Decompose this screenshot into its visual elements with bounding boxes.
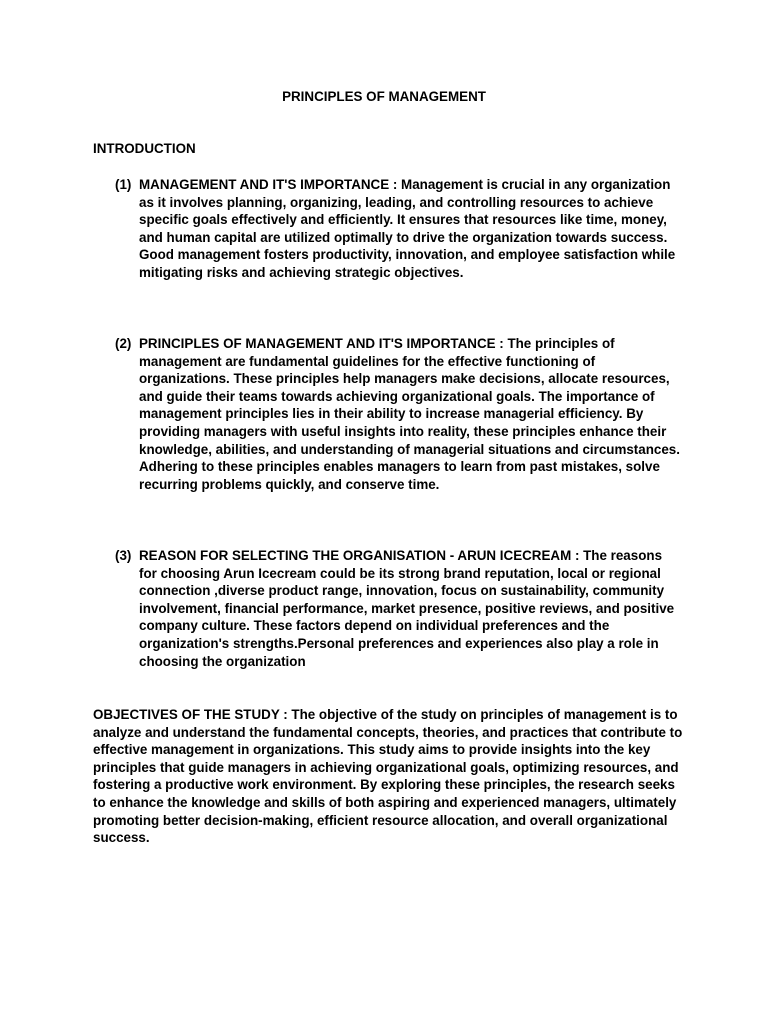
document-title: PRINCIPLES OF MANAGEMENT: [282, 89, 486, 104]
list-item-number: (1): [115, 177, 132, 192]
list-item-text: PRINCIPLES OF MANAGEMENT AND IT'S IMPORTANCE : The principles of management are fundamental guidelines for the effective functioning of organizations. These principles help managers make decisions, allocate resources, and guide their teams towards achieving organizational goals. The importance of management principles lies in their ability to increase managerial efficiency. By providing managers with useful insights into reality, these principles enhance their knowledge, abilities, and understanding of managerial situations and circumstances. Adhering to these principles enables managers to learn from past mistakes, solve recurring problems quickly, and conserve time.: [139, 336, 680, 492]
objectives-paragraph: OBJECTIVES OF THE STUDY : The objective of the study on principles of management is to analyze and understand the fundamental concepts, theories, and practices that contribute to effective management in organizations. This study aims to provide insights into the key principles that guide managers in achieving organizational goals, optimizing resources, and fostering a productive work environment. By exploring these principles, the research seeks to enhance the knowledge and skills of both aspiring and experienced managers, ultimately promoting better decision-making, efficient resource allocation, and overall organizational success.: [93, 707, 683, 846]
list-item-text: MANAGEMENT AND IT'S IMPORTANCE : Management is crucial in any organization as it involves planning, organizing, leading, and controlling resources to achieve specific goals effectively and efficiently. It ensures that resources like time, money, and human capital are utilized optimally to drive the organization towards success. Good management fosters productivity, innovation, and employee satisfaction while mitigating risks and achieving strategic objectives.: [139, 177, 676, 280]
list-item-number: (3): [115, 548, 132, 563]
introduction-heading: INTRODUCTION: [93, 141, 196, 156]
list-item-1: [115, 176, 680, 282]
list-item-number: (2): [115, 336, 132, 351]
list-item-2: [115, 335, 680, 493]
list-item-3: [115, 547, 680, 670]
list-item-text: REASON FOR SELECTING THE ORGANISATION - ARUN ICECREAM : The reasons for choosing Arun Icecream could be its strong brand reputation, local or regional connection ,diverse product range, innovation, focus on sustainability, community involvement, financial performance, market presence, positive reviews, and positive company culture. These factors depend on individual preferences and the organization's strengths.Personal preferences and experiences also play a role in choosing the organization: [139, 548, 675, 669]
